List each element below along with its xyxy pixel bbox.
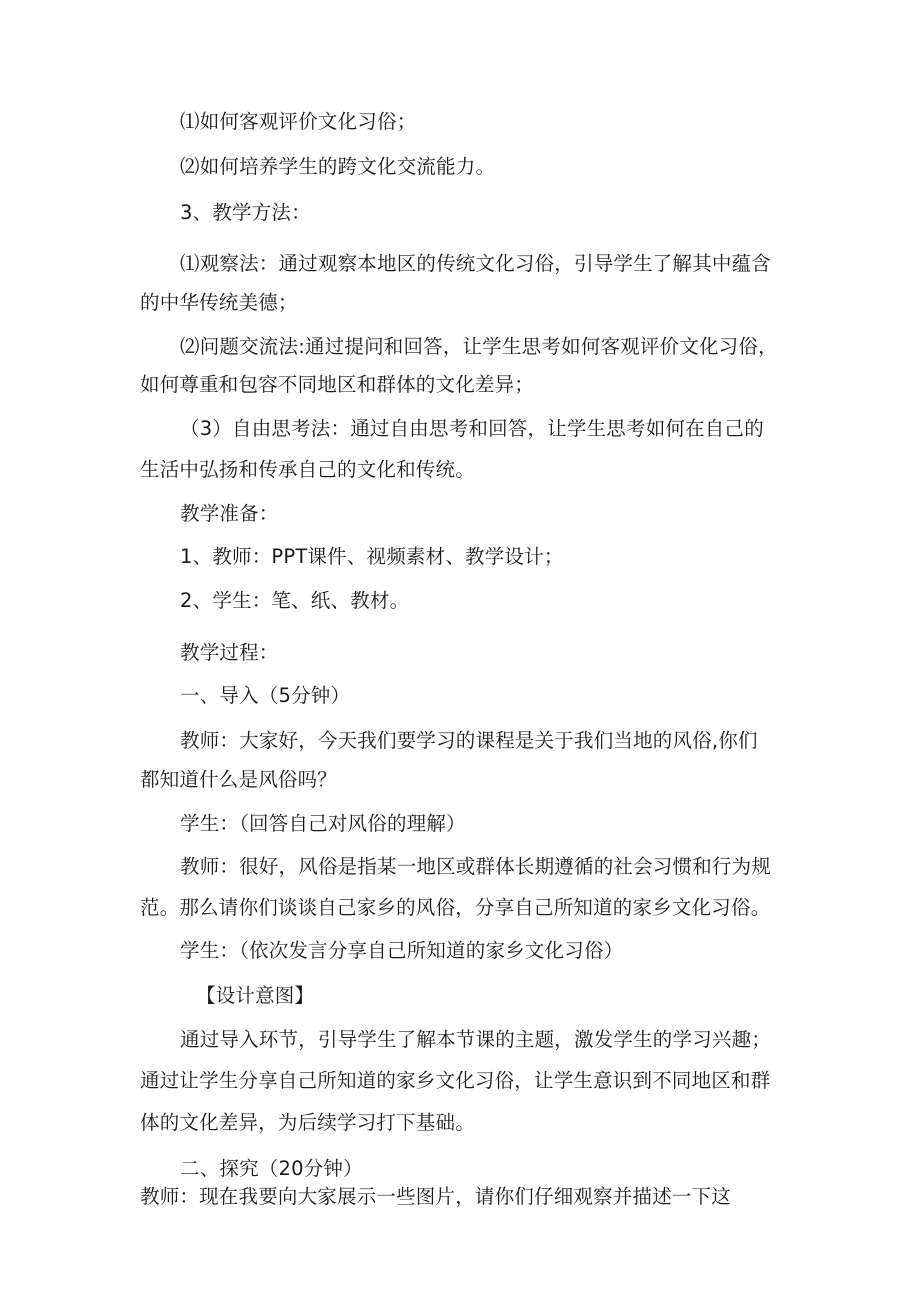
text-line: 学生：（回答自己对风俗的理解） [180,812,466,835]
text-line: ⑴观察法：通过观察本地区的传统文化习俗，引导学生了解其中蕴含 [180,252,772,275]
text-line: 教师：大家好，今天我们要学习的课程是关于我们当地的风俗,你们 [180,729,758,752]
text-line: 2、学生：笔、纸、教材。 [180,589,410,612]
text-line: 生活中弘扬和传承自己的文化和传统。 [140,458,475,481]
section-heading: 3、教学方法： [180,201,311,224]
text-line: ⑵如何培养学生的跨文化交流能力。 [180,155,496,178]
text-line: 如何尊重和包容不同地区和群体的文化差异； [140,373,535,396]
text-line: 教师：现在我要向大家展示一些图片，请你们仔细观察并描述一下这 [140,1185,732,1208]
text-line: 通过让学生分享自己所知道的家乡文化习俗，让学生意识到不同地区和群 [140,1069,771,1092]
text-line: 的中华传统美德； [140,291,298,314]
text-line: 范。那么请你们谈谈自己家乡的风俗，分享自己所知道的家乡文化习俗。 [140,896,771,919]
text-line: ⑵问题交流法:通过提问和回答，让学生思考如何客观评价文化习俗， [180,335,778,358]
text-line: 体的文化差异，为后续学习打下基础。 [140,1111,475,1134]
section-heading: 【设计意图】 [196,984,315,1007]
text-line: 学生：（依次发言分享自己所知道的家乡文化习俗） [180,939,624,962]
section-heading: 一、导入（5分钟） [180,684,351,707]
text-line: （3）自由思考法：通过自由思考和回答，让学生思考如何在自己的 [180,417,764,440]
text-line: 都知道什么是风俗吗？ [140,768,338,791]
text-line: 教师：很好，风俗是指某一地区或群体长期遵循的社会习惯和行为规 [180,855,772,878]
section-heading: 教学过程： [180,641,279,664]
section-heading: 二、探究（20分钟） [180,1157,363,1180]
text-line: ⑴如何客观评价文化习俗； [180,110,417,133]
text-line: 1、教师：PPT课件、视频素材、教学设计； [180,545,564,568]
section-heading: 教学准备： [180,502,279,525]
text-line: 通过导入环节，引导学生了解本节课的主题，激发学生的学习兴趣； [180,1028,772,1051]
